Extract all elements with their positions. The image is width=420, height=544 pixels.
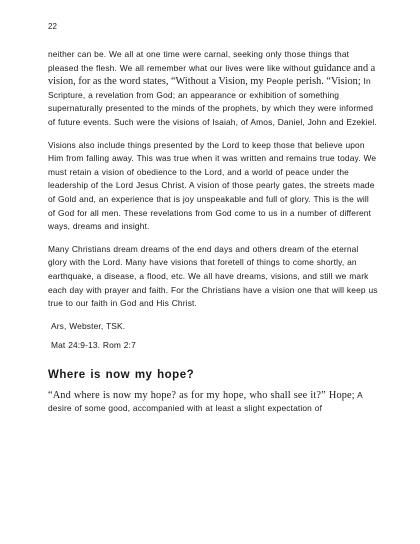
- scripture-quote: guidance and a vision, for as the word states, “Without a Vision, my: [48, 62, 376, 88]
- author-credit: Ars, Webster, TSK.: [51, 320, 126, 331]
- scripture-quote: “And where is now my hope? as for my hope, who shall see it?” Hope;: [48, 389, 355, 401]
- definition-text: A desire of some good, accompanied with at least a slight expectation of: [48, 389, 363, 414]
- paragraph-text: People: [266, 76, 294, 87]
- page-number: 22: [48, 22, 57, 31]
- paragraph-many-christians: Many Christians dream dreams of the end days and others dream of the eternal glory with the Lord. Many have visions that foretell of things to come shortly, an earthquake, a disease, a flood, etc. We all have dreams, visions, and still we mark each day with prayer and faith. For the Christians have a vision one that will keep us true to our faith in God and His Christ.: [48, 243, 378, 309]
- definition-text: In Scripture, a revelation from God; an appearance or exhibition of something supernaturally presented to the minds of the prophets, by which they were informed of future events. Such were the visions of Isaiah, of Amos, Daniel, John and Ezekiel.: [48, 76, 377, 127]
- scripture-references: Mat 24:9-13. Rom 2:7: [51, 340, 136, 351]
- paragraph-hope: [48, 389, 378, 416]
- scripture-quote: perish. “Vision;: [296, 76, 361, 88]
- page-content: [48, 48, 378, 425]
- paragraph-visions-also: Visions also include things presented by the Lord to keep those that believe upon Him from falling away. This was true when it was written and remains true today. We must retain a vision of obedience to the Lord, and a world of peace under the leadership of the Lord Jesus Christ. A vision of those pearly gates, the streets made of Gold and, an experience that is joy unspeakable and full of glory. This is the will of God for all men. These revelations from God come to us in a number of different ways, dreams and insight.: [48, 139, 377, 232]
- paragraph-text: neither can be. We all at one time were carnal, seeking only those things that pleased the flesh. We all remember what our lives were like without: [48, 49, 350, 73]
- section-heading: Where is now my hope?: [48, 368, 195, 381]
- paragraph-vision-intro: [48, 48, 378, 130]
